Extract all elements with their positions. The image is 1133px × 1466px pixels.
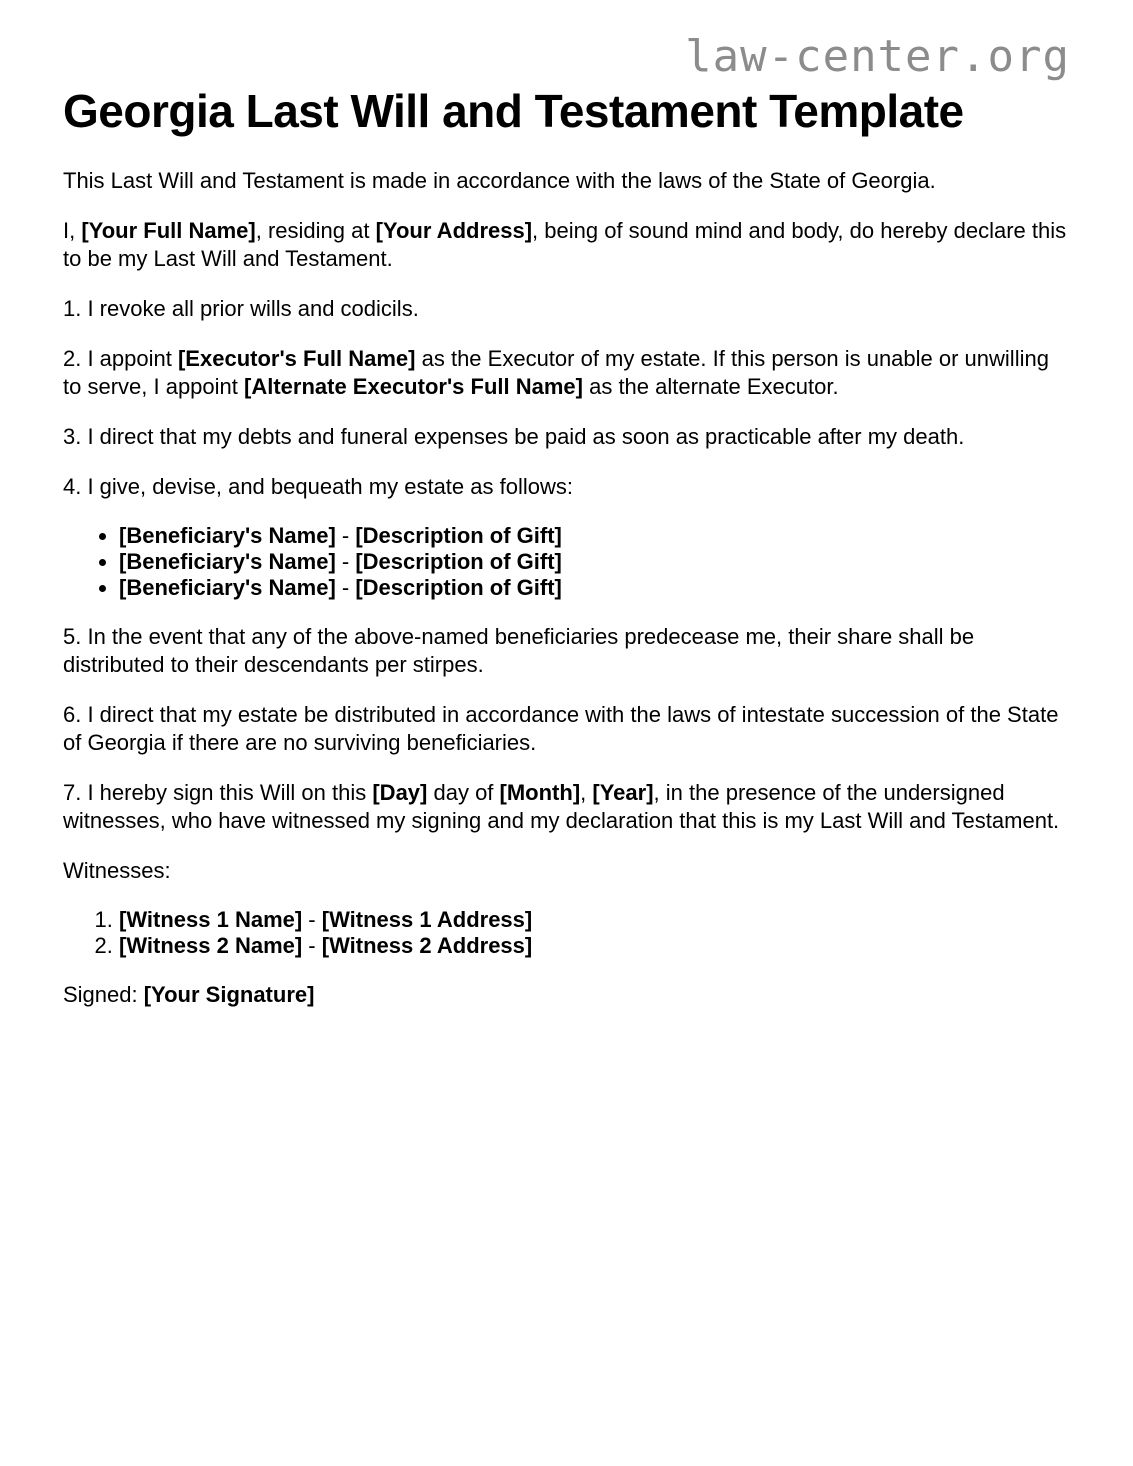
text-run: 2. I appoint [63, 346, 178, 371]
text-run: day of [427, 780, 500, 805]
beneficiary-list-item [119, 549, 1070, 575]
clause-5-predecease: 5. In the event that any of the above-named beneficiaries predecease me, their share shall be distributed to their descendants per stirpes. [63, 624, 975, 677]
clause-1-revocation: 1. I revoke all prior wills and codicils. [63, 296, 419, 321]
page-title: Georgia Last Will and Testament Template [63, 85, 964, 137]
executor-name-placeholder: [Executor's Full Name] [177, 346, 416, 371]
witness-list-item [119, 907, 1070, 933]
signature-placeholder: [Your Signature] [143, 982, 315, 1007]
signed-label: Signed: [63, 982, 144, 1007]
witness-list-item [119, 933, 1070, 959]
separator: - [335, 549, 356, 574]
gift-description-placeholder: [Description of Gift] [355, 549, 562, 574]
month-placeholder: [Month] [499, 780, 581, 805]
beneficiary-list-item [119, 523, 1070, 549]
text-run: as the Executor of my estate. If this person is unable or unwilling to serve, I appoint [63, 346, 1049, 399]
text-run: 7. I hereby sign this Will on this [63, 780, 373, 805]
text-run: I, [63, 218, 82, 243]
year-placeholder: [Year] [592, 780, 654, 805]
separator: - [302, 933, 322, 958]
your-full-name-placeholder: [Your Full Name] [81, 218, 256, 243]
site-logo: law-center.org [685, 31, 1070, 82]
gift-description-placeholder: [Description of Gift] [355, 575, 562, 600]
alternate-executor-name-placeholder: [Alternate Executor's Full Name] [244, 374, 583, 399]
clause-3-debts: 3. I direct that my debts and funeral expenses be paid as soon as practicable after my death. [63, 424, 965, 449]
beneficiary-list-item [119, 575, 1070, 601]
clause-2-executor [63, 345, 1070, 401]
text-run: , being of sound mind and body, do hereby declare this to be my Last Will and Testament. [63, 218, 1067, 271]
witnesses-heading: Witnesses: [63, 858, 171, 883]
separator: - [302, 907, 322, 932]
intro-paragraph: This Last Will and Testament is made in accordance with the laws of the State of Georgia. [63, 168, 936, 193]
text-run: as the alternate Executor. [582, 374, 839, 399]
witness-address-placeholder: [Witness 2 Address] [321, 933, 533, 958]
witness-address-placeholder: [Witness 1 Address] [321, 907, 533, 932]
beneficiary-name-placeholder: [Beneficiary's Name] [119, 575, 336, 600]
beneficiary-list [63, 523, 1070, 601]
witness-name-placeholder: [Witness 2 Name] [119, 933, 303, 958]
beneficiary-name-placeholder: [Beneficiary's Name] [119, 523, 336, 548]
witness-list [63, 907, 1070, 959]
gift-description-placeholder: [Description of Gift] [355, 523, 562, 548]
witness-name-placeholder: [Witness 1 Name] [119, 907, 303, 932]
day-placeholder: [Day] [372, 780, 428, 805]
separator: - [335, 523, 356, 548]
clause-4-bequeath: 4. I give, devise, and bequeath my estate as follows: [63, 474, 573, 499]
signature-line [63, 981, 1070, 1009]
clause-6-intestate: 6. I direct that my estate be distributed in accordance with the laws of intestate succession of the State of Georgia if there are no surviving beneficiaries. [63, 702, 1059, 755]
text-run: , in the presence of the undersigned witnesses, who have witnessed my signing and my declaration that this is my Last Will and Testament. [63, 780, 1060, 833]
clause-7-signing [63, 779, 1070, 835]
text-run: , [580, 780, 593, 805]
declaration-paragraph [63, 217, 1070, 273]
separator: - [335, 575, 356, 600]
beneficiary-name-placeholder: [Beneficiary's Name] [119, 549, 336, 574]
your-address-placeholder: [Your Address] [375, 218, 533, 243]
text-run: , residing at [255, 218, 376, 243]
